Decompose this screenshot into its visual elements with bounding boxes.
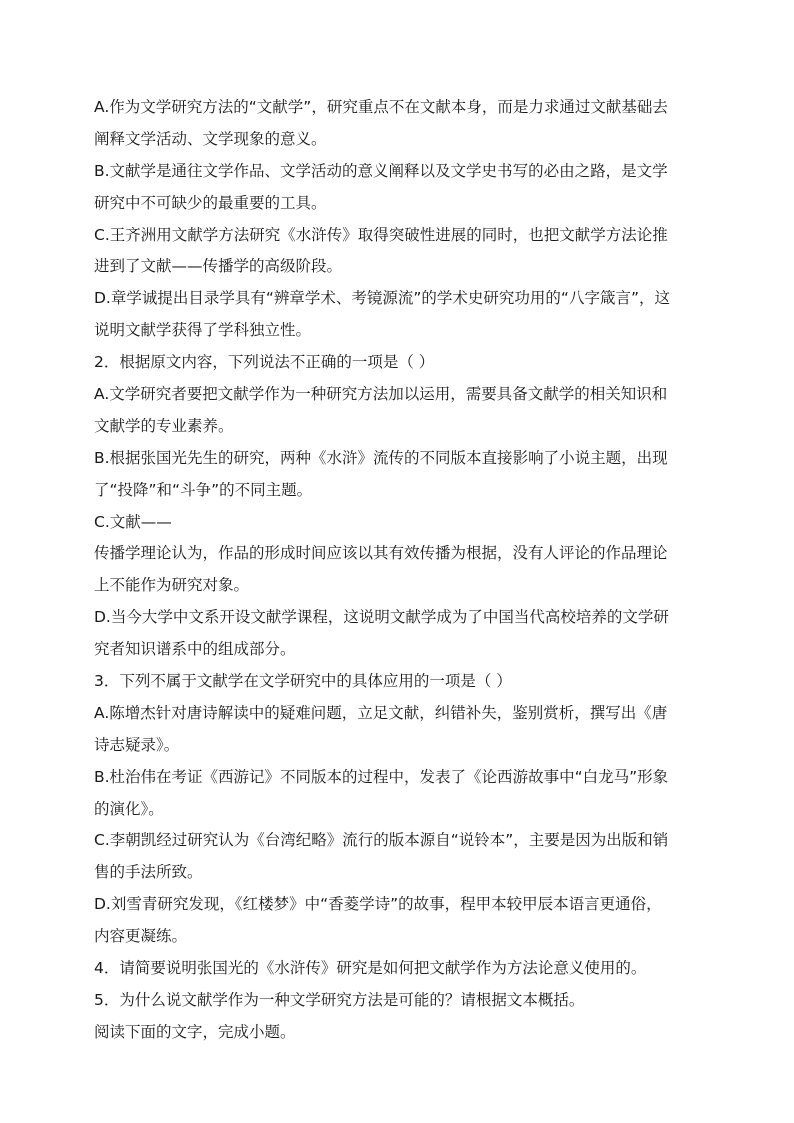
option-text-line: 上不能作为研究对象。 xyxy=(94,576,250,595)
option-text-line: 传播学理论认为，作品的形成时间应该以其有效传播为根据，没有人评论的作品理论 xyxy=(94,544,668,563)
option-text-line: 说明文献学获得了学科独立性。 xyxy=(94,321,312,340)
option-text-line: A.陈增杰针对唐诗解读中的疑难问题，立足文献，纠错补失，鉴别赏析，撰写出《唐 xyxy=(94,703,668,722)
reading-instruction: 阅读下面的文字，完成小题。 xyxy=(94,1022,296,1041)
question-3-stem: 3．下列不属于文献学在文学研究中的具体应用的一项是（ ） xyxy=(94,672,512,691)
option-text-line: D.章学诚提出目录学具有“辨章学术、考镜源流”的学术史研究功用的“八字箴言”，这 xyxy=(94,289,670,308)
document-body xyxy=(94,92,700,1049)
option-text-line: A.文学研究者要把文献学作为一种研究方法加以运用，需要具备文献学的相关知识和 xyxy=(94,385,668,404)
option-text-line: B.文献学是通往文学作品、文学活动的意义阐释以及文学史书写的必由之路，是文学 xyxy=(94,161,668,180)
option-text-line: 诗志疑录》。 xyxy=(94,735,180,754)
option-text-line: B.根据张国光先生的研究，两种《水浒》流传的不同版本直接影响了小说主题，出现 xyxy=(94,448,668,467)
option-text-line: 研究中不可缺少的最重要的工具。 xyxy=(94,193,327,212)
option-text-line: 售的手法所致。 xyxy=(94,863,203,882)
option-text-line: 了“投降”和“斗争”的不同主题。 xyxy=(94,480,313,499)
option-text-line: 究者知识谱系中的组成部分。 xyxy=(94,640,296,659)
option-text-line: B.杜治伟在考证《西游记》不同版本的过程中，发表了《论西游故事中“白龙马”形象 xyxy=(94,767,669,786)
option-text-line: 内容更凝练。 xyxy=(94,927,188,946)
option-text-line: D.当今大学中文系开设文献学课程，这说明文献学成为了中国当代高校培养的文学研 xyxy=(94,608,669,627)
option-text-line: 进到了文献——传播学的高级阶段。 xyxy=(94,257,343,276)
option-text-line: 文献学的专业素养。 xyxy=(94,416,234,435)
question-2-stem: 2．根据原文内容，下列说法不正确的一项是（ ） xyxy=(94,353,435,372)
option-text-line: C.王齐洲用文献学方法研究《水浒传》取得突破性进展的同时，也把文献学方法论推 xyxy=(94,225,668,244)
question-5-stem: 5．为什么说文献学作为一种文学研究方法是可能的？请根据文本概括。 xyxy=(94,990,585,1009)
option-text-line: A.作为文学研究方法的“文献学”，研究重点不在文献本身，而是力求通过文献基础去 xyxy=(94,98,668,116)
option-text-line: 阐释文学活动、文学现象的意义。 xyxy=(94,129,327,148)
question-4-stem: 4．请简要说明张国光的《水浒传》研究是如何把文献学作为方法论意义使用的。 xyxy=(94,959,647,978)
option-text-line: 的演化》。 xyxy=(94,799,164,818)
option-text-line: C.文献—— xyxy=(94,512,172,531)
option-text-line: C.李朝凯经过研究认为《台湾纪略》流行的版本源自“说铃本”，主要是因为出版和销 xyxy=(94,831,669,850)
option-text-line: D.刘雪青研究发现，《红楼梦》中“香菱学诗”的故事，程甲本较甲辰本语言更通俗， xyxy=(94,895,662,914)
